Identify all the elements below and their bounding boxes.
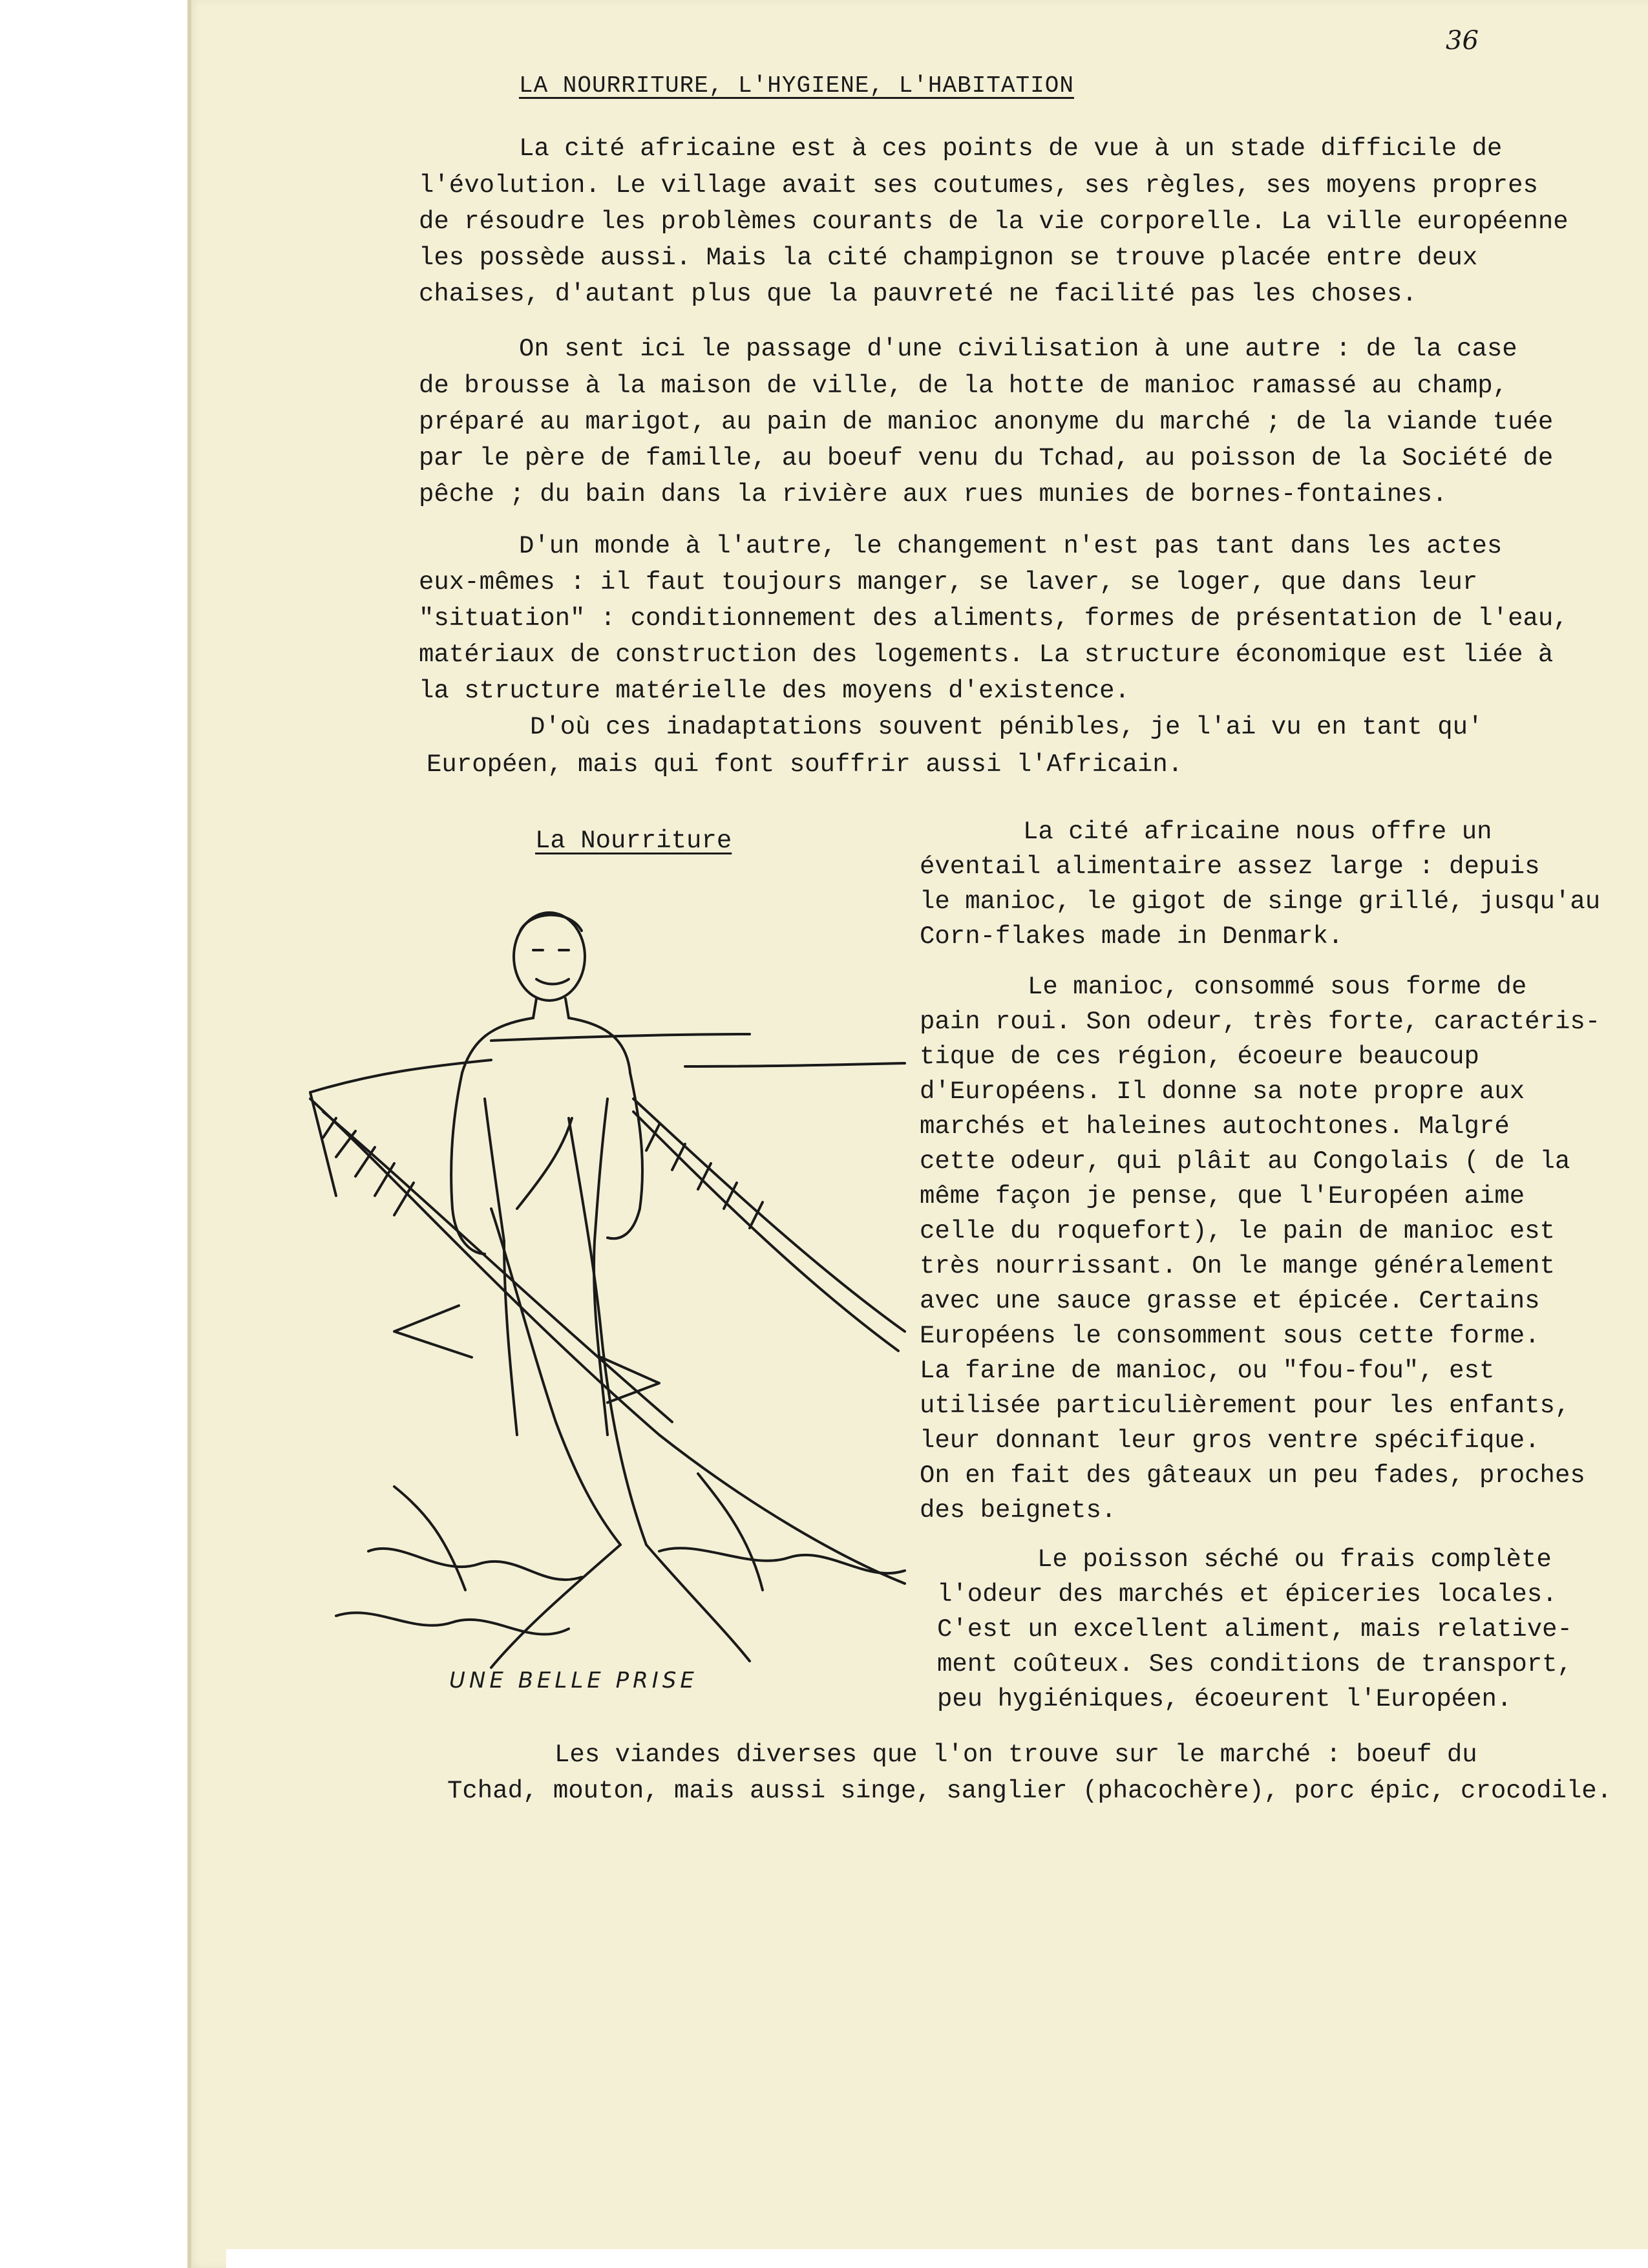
intro-line: D'où ces inadaptations souvent pénibles, je l'ai vu en tant qu' <box>530 713 1483 741</box>
column-line: celle du roquefort), le pain de manioc est <box>920 1217 1555 1245</box>
column-line: Le manioc, consommé sous forme de <box>1028 973 1527 1001</box>
column-line: le manioc, le gigot de singe grillé, jusqu'au <box>920 887 1601 916</box>
column-line: leur donnant leur gros ventre spécifique. <box>920 1426 1540 1455</box>
column-line: des beignets. <box>920 1496 1117 1525</box>
column-line: d'Européens. Il donne sa note propre aux <box>920 1077 1525 1106</box>
sheet-edge <box>187 0 191 2268</box>
column-line: Le poisson séché ou frais complète <box>1037 1545 1552 1574</box>
column-line: pain roui. Son odeur, très forte, caractéris- <box>920 1008 1601 1036</box>
column-line: très nourrissant. On le mange généralement <box>920 1252 1555 1280</box>
intro-line: eux-mêmes : il faut toujours manger, se laver, se loger, que dans leur <box>419 568 1478 597</box>
intro-line: par le père de famille, au boeuf venu du Tchad, au poisson de la Société de <box>419 444 1554 472</box>
intro-line: pêche ; du bain dans la rivière aux rues munies de bornes-fontaines. <box>419 480 1448 509</box>
intro-line: D'un monde à l'autre, le changement n'est pas tant dans les actes <box>519 532 1503 560</box>
intro-line: préparé au marigot, au pain de manioc anonyme du marché ; de la viande tuée <box>419 408 1554 436</box>
intro-line: de brousse à la maison de ville, de la hotte de manioc ramassé au champ, <box>419 372 1508 400</box>
closing-line: Les viandes diverses que l'on trouve sur le marché : boeuf du <box>555 1741 1477 1769</box>
column-line: peu hygiéniques, écoeurent l'Européen. <box>937 1685 1512 1713</box>
column-line: l'odeur des marchés et épiceries locales. <box>937 1580 1558 1609</box>
intro-line: les possède aussi. Mais la cité champignon se trouve placée entre deux <box>419 244 1478 272</box>
column-line: avec une sauce grasse et épicée. Certains <box>920 1287 1540 1315</box>
closing-line: Tchad, mouton, mais aussi singe, sanglier (phacochère), porc épic, crocodile. <box>447 1777 1612 1805</box>
page-number: 36 <box>1446 26 1479 56</box>
column-line: Européens le consomment sous cette forme. <box>920 1322 1540 1350</box>
column-line: La cité africaine nous offre un <box>1023 818 1492 846</box>
column-line: même façon je pense, que l'Européen aime <box>920 1182 1525 1211</box>
column-line: On en fait des gâteaux un peu fades, proches <box>920 1461 1585 1490</box>
page-bottom-margin <box>226 2249 1648 2268</box>
column-line: C'est un excellent aliment, mais relative- <box>937 1615 1572 1644</box>
intro-line: "situation" : conditionnement des aliments, formes de présentation de l'eau, <box>419 604 1569 633</box>
intro-line: l'évolution. Le village avait ses coutumes, ses règles, ses moyens propres <box>419 171 1538 200</box>
column-line: marchés et haleines autochtones. Malgré <box>920 1112 1510 1141</box>
intro-line: de résoudre les problèmes courants de la vie corporelle. La ville européenne <box>419 207 1569 236</box>
column-line: tique de ces région, écoeure beaucoup <box>920 1043 1479 1071</box>
intro-line: On sent ici le passage d'une civilisation à une autre : de la case <box>519 335 1517 363</box>
section-heading: La Nourriture <box>535 827 732 855</box>
intro-line: la structure matérielle des moyens d'existence. <box>419 677 1130 705</box>
intro-line: chaises, d'autant plus que la pauvreté ne facilité pas les choses. <box>419 280 1417 308</box>
column-line: La farine de manioc, ou "fou-fou", est <box>920 1357 1495 1385</box>
column-line: éventail alimentaire assez large : depuis <box>920 853 1540 881</box>
column-line: ment coûteux. Ses conditions de transport, <box>937 1650 1572 1679</box>
illustration-caption: UNE BELLE PRISE <box>449 1668 698 1693</box>
fisherman-sketch <box>297 905 918 1713</box>
intro-line: matériaux de construction des logements. La structure économique est liée à <box>419 641 1554 669</box>
intro-line: Européen, mais qui font souffrir aussi l'Africain. <box>427 750 1183 779</box>
column-line: cette odeur, qui plâit au Congolais ( de la <box>920 1147 1570 1176</box>
column-line: Corn-flakes made in Denmark. <box>920 922 1344 951</box>
page-title: LA NOURRITURE, L'HYGIENE, L'HABITATION <box>519 72 1074 99</box>
column-line: utilisée particulièrement pour les enfants, <box>920 1392 1570 1420</box>
intro-line: La cité africaine est à ces points de vue à un stade difficile de <box>519 134 1503 163</box>
